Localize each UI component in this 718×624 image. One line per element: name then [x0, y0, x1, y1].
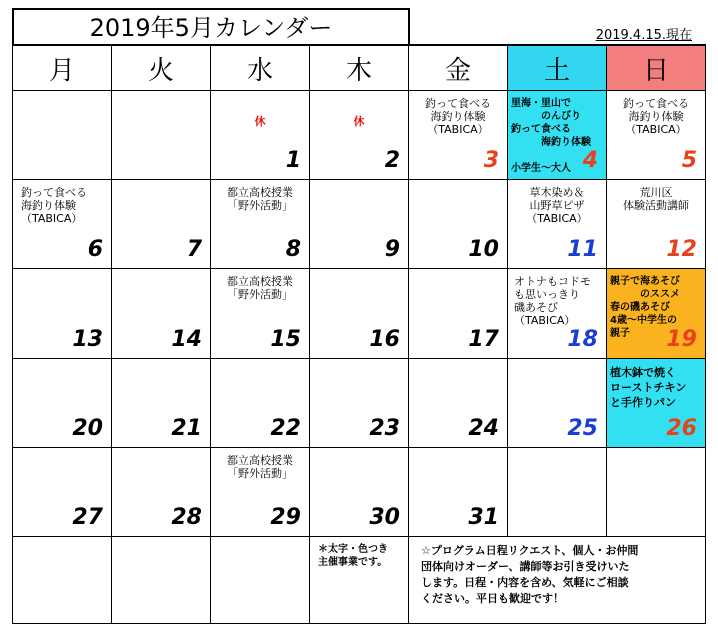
day-number: 1 [285, 148, 301, 174]
day-number: 27 [72, 504, 103, 530]
day-cell-21 [112, 358, 211, 447]
day-number: 23 [369, 415, 400, 441]
day-cell-27 [13, 447, 112, 536]
day-cell-empty [508, 447, 607, 536]
day-number: 7 [186, 237, 202, 263]
day-number: 20 [72, 415, 103, 441]
event-note: 都立高校授業 「野外活動」 [227, 275, 293, 302]
day-cell-empty [112, 91, 211, 180]
calendar-title: 2019年5月カレンダー [12, 8, 410, 44]
footer-row [13, 536, 706, 623]
day-cell-18 [508, 269, 607, 358]
week-row-4 [13, 358, 706, 447]
as-of-date: 2019.4.15.現在 [595, 28, 692, 43]
day-number: 8 [285, 237, 301, 263]
day-cell-23 [310, 358, 409, 447]
day-number: 16 [369, 326, 400, 352]
day-cell-29 [211, 447, 310, 536]
day-number: 21 [171, 415, 202, 441]
week-row-5 [13, 447, 706, 536]
day-cell-1 [211, 91, 310, 180]
day-cell-6 [13, 180, 112, 269]
day-cell-3 [409, 91, 508, 180]
day-cell-14 [112, 269, 211, 358]
day-cell-28 [112, 447, 211, 536]
day-number: 30 [369, 504, 400, 530]
day-number: 2 [384, 148, 400, 174]
day-cell-24 [409, 358, 508, 447]
day-number: 13 [72, 326, 103, 352]
footer-cell-empty [13, 536, 112, 623]
day-number: 17 [468, 326, 499, 352]
message-cell [409, 536, 706, 623]
day-cell-15 [211, 269, 310, 358]
day-number: 18 [567, 326, 598, 352]
day-cell-16 [310, 269, 409, 358]
week-row-3 [13, 269, 706, 358]
day-number: 24 [468, 415, 499, 441]
request-message: ☆プログラム日程リクエスト、個人・お仲間 団体向けオーダー、講師等お引き受けいた します。日程・内容を含め、気軽にご相談 ください。平日も歓迎です！ [421, 543, 639, 605]
event-note: 釣って食べる 海釣り体験 （TABICA） [425, 97, 491, 137]
day-number: 11 [567, 237, 598, 263]
day-cell-9 [310, 180, 409, 269]
day-cell-26 [607, 358, 706, 447]
day-number: 31 [468, 504, 499, 530]
day-number: 26 [666, 415, 697, 441]
day-cell-22 [211, 358, 310, 447]
day-number: 10 [468, 237, 499, 263]
day-number: 5 [681, 148, 697, 174]
day-cell-empty [607, 447, 706, 536]
weekday-sun: 日 [607, 45, 706, 91]
day-cell-17 [409, 269, 508, 358]
day-cell-8 [211, 180, 310, 269]
footer-cell-empty [112, 536, 211, 623]
week-row-2 [13, 180, 706, 269]
day-cell-30 [310, 447, 409, 536]
calendar-grid [12, 44, 706, 624]
event-note: 里海・里山で のんびり 釣って食べる 海釣り体験 小学生～大人 [511, 98, 591, 175]
legend-cell [310, 536, 409, 623]
day-cell-2 [310, 91, 409, 180]
event-note: オトナもコドモ も思いっきり 磯あそび （TABICA） [514, 275, 591, 328]
weekday-sat: 土 [508, 45, 607, 91]
day-cell-31 [409, 447, 508, 536]
event-note: 都立高校授業 「野外活動」 [227, 453, 293, 480]
day-number: 25 [567, 415, 598, 441]
day-number: 19 [666, 326, 697, 352]
day-number: 6 [87, 237, 103, 263]
holiday-mark: 休 [353, 115, 365, 129]
weekday-thu: 木 [310, 45, 409, 91]
event-note: 草木染め＆ 山野草ピザ （TABICA） [526, 186, 588, 226]
day-number: 15 [270, 326, 301, 352]
week-row-1 [13, 91, 706, 180]
weekday-fri: 金 [409, 45, 508, 91]
event-note: 都立高校授業 「野外活動」 [227, 186, 293, 213]
legend-note: ＊太字・色つき 主催事業です。 [318, 543, 388, 568]
day-cell-4 [508, 91, 607, 180]
event-note: 荒川区 体験活動講師 [623, 186, 689, 213]
day-number: 12 [666, 237, 697, 263]
footer-cell-empty [211, 536, 310, 623]
day-cell-12 [607, 180, 706, 269]
event-note: 釣って食べる 海釣り体験 （TABICA） [623, 97, 689, 137]
event-note: 植木鉢で焼く ローストチキン と手作りパン [610, 365, 687, 409]
day-number: 14 [171, 326, 202, 352]
day-cell-5 [607, 91, 706, 180]
event-note: 釣って食べる 海釣り体験 （TABICA） [21, 186, 87, 226]
day-cell-11 [508, 180, 607, 269]
weekday-wed: 水 [211, 45, 310, 91]
day-cell-25 [508, 358, 607, 447]
day-number: 22 [270, 415, 301, 441]
day-number: 4 [582, 148, 598, 174]
day-cell-13 [13, 269, 112, 358]
day-number: 9 [384, 237, 400, 263]
holiday-mark: 休 [254, 115, 266, 129]
event-note: 親子で海あそび のススメ 春の磯あそび 4歳～中学生の 親子 [610, 276, 680, 340]
day-number: 29 [270, 504, 301, 530]
day-number: 28 [171, 504, 202, 530]
day-cell-20 [13, 358, 112, 447]
day-cell-19 [607, 269, 706, 358]
day-cell-empty [13, 91, 112, 180]
day-cell-10 [409, 180, 508, 269]
weekday-tue: 火 [112, 45, 211, 91]
weekday-mon: 月 [13, 45, 112, 91]
weekday-header-row [13, 45, 706, 91]
day-cell-7 [112, 180, 211, 269]
day-number: 3 [483, 148, 499, 174]
